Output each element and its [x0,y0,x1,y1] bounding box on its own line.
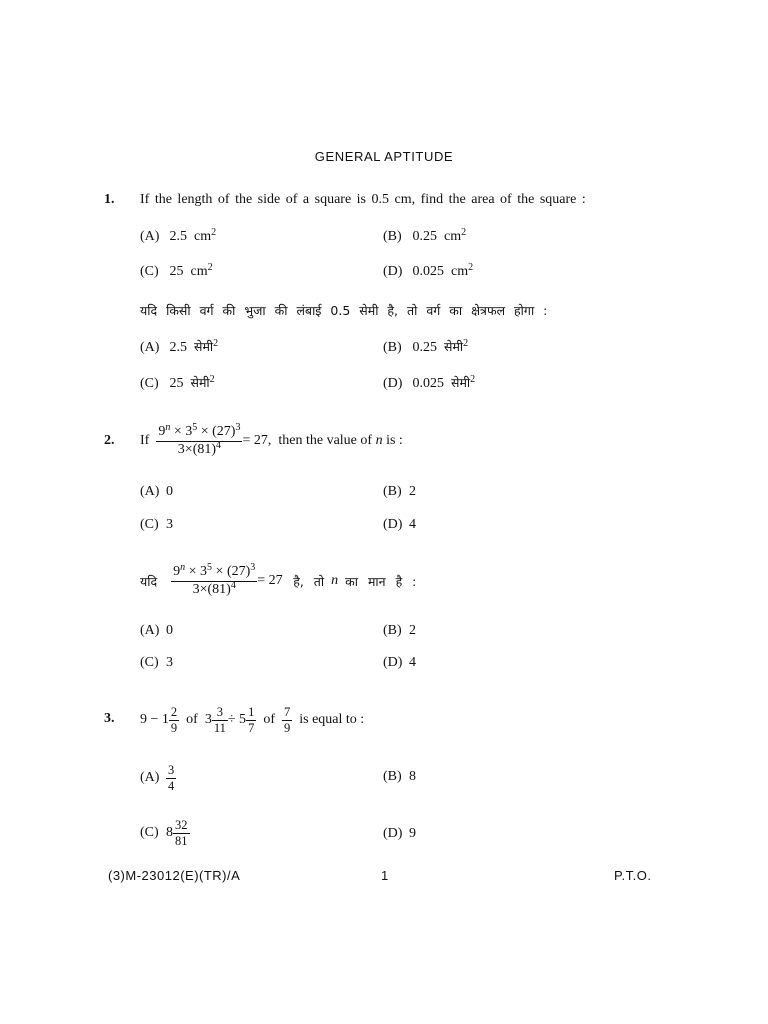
option-label: (D) [383,264,403,279]
question-2-number: 2. [104,433,115,448]
fraction-2-9: $\frac{2}{9}$ [170,705,178,735]
equals-value: = 27, [242,433,272,448]
if-word: If [140,433,150,448]
hi-mid: है, तो [293,573,325,589]
option-unit: सेमी [194,339,214,354]
q2-option-b: (B) 2 [383,484,416,499]
option-exponent: 2 [211,227,217,238]
option-value: 0.025 [412,264,444,279]
option-label: (D) [383,376,403,391]
q3-option-a: (A) $\frac{3}{4}$ [140,763,175,793]
fraction-3-4: $\frac{3}{4}$ [168,763,175,793]
option-unit: cm [194,229,212,244]
option-label: (B) [383,229,402,244]
option-unit: सेमी [190,375,210,390]
option-value: 25 [169,376,184,391]
fraction-32-81: $\frac{32}{81}$ [175,818,188,848]
of-word: of [186,712,198,727]
fraction-1-7: $\frac{1}{7}$ [248,705,255,735]
option-exponent: 2 [207,262,213,273]
option-exponent: 2 [468,262,474,273]
hi-prefix: यदि [140,573,158,589]
stem-end: is equal to : [299,712,365,727]
option-unit: cm [190,264,208,279]
option-value: 0.025 [412,376,444,391]
question-1-text-hi: यदि किसी वर्ग की भुजा की लंबाई 0.5 सेमी है, तो वर्ग का क्षेत्रफल होगा : [140,303,548,318]
q2-option-b-hi: (B) 2 [383,623,416,638]
option-exponent: 2 [470,374,476,385]
option-value: 0.25 [412,229,437,244]
q2-option-d-hi: (D) 4 [383,655,416,670]
q1-option-d-hi [383,374,475,392]
question-1-number: 1. [104,192,115,207]
option-unit: सेमी [451,375,471,390]
question-3-expression [140,700,364,740]
q3-option-d: (D) 9 [383,826,416,841]
question-3-number: 3. [104,711,115,726]
q2-option-a: (A) 0 [140,484,173,499]
q2-option-d: (D) 4 [383,517,416,532]
option-value: 2.5 [169,340,187,355]
question-2-stem-en [140,416,403,466]
q1-option-b-en [383,229,466,245]
stem-text: then the value of [278,433,373,448]
q1-option-c-hi [140,374,215,392]
fraction-denominator: $3\times(81)^4$ [192,579,236,597]
option-value: 2.5 [169,229,187,244]
hi-end: का मान है : [345,573,417,589]
footer-code: (3)M-23012(E)(TR)/A [108,868,241,883]
of-word: of [263,712,275,727]
q2-fraction-hi [171,564,257,597]
q2-fraction [156,424,242,457]
q1-option-c-en [140,264,213,280]
fraction-denominator: $3\times(81)^4$ [177,439,222,457]
question-1-text-en: If the length of the side of a square is 0.5 cm, find the area of the square : [140,192,586,207]
question-2-stem-hi [140,556,416,606]
option-exponent: 2 [461,227,467,238]
fraction-3-11: $\frac{3}{11}$ [213,705,226,735]
option-label: (A) [140,340,160,355]
option-unit: cm [451,264,469,279]
q3-option-b: (B) 8 [383,769,416,784]
option-exponent: 2 [463,338,469,349]
expr-start: 9 − 1 [140,712,169,727]
equals-value: = 27 [257,573,283,588]
option-exponent: 2 [209,374,215,385]
option-label: (C) [140,264,159,279]
divide-5: ÷ 5 [227,712,247,727]
fraction-numerator: $9^n \times 3^5 \times (27)^3$ [156,424,242,441]
footer-pto: P.T.O. [614,868,652,883]
option-label: (A) [140,229,160,244]
option-label: (C) [140,376,159,391]
option-label: (B) [383,340,402,355]
whole-3: 3 [204,712,212,727]
q2-option-c: (C) 3 [140,517,173,532]
option-value: 25 [169,264,184,279]
q2-option-c-hi: (C) 3 [140,655,173,670]
fraction-7-9: $\frac{7}{9}$ [283,705,291,735]
q1-option-b-hi [383,338,468,356]
variable-n: n [331,573,339,588]
fraction-numerator: $9^n \times 3^5 \times (27)^3$ [171,564,257,581]
option-unit: सेमी [444,339,464,354]
option-value: 0.25 [412,340,437,355]
q1-option-a-hi [140,338,218,356]
footer-page-number: 1 [381,868,389,883]
q1-option-a-en [140,229,216,245]
option-unit: cm [444,229,462,244]
q1-option-d-en [383,264,473,280]
option-exponent: 2 [213,338,219,349]
page-title: GENERAL APTITUDE [314,149,454,164]
variable-n: n [375,433,383,448]
q3-option-c: (C) 8 $\frac{32}{81}$ [140,818,188,848]
q2-option-a-hi: (A) 0 [140,623,173,638]
stem-end: is : [386,433,403,448]
